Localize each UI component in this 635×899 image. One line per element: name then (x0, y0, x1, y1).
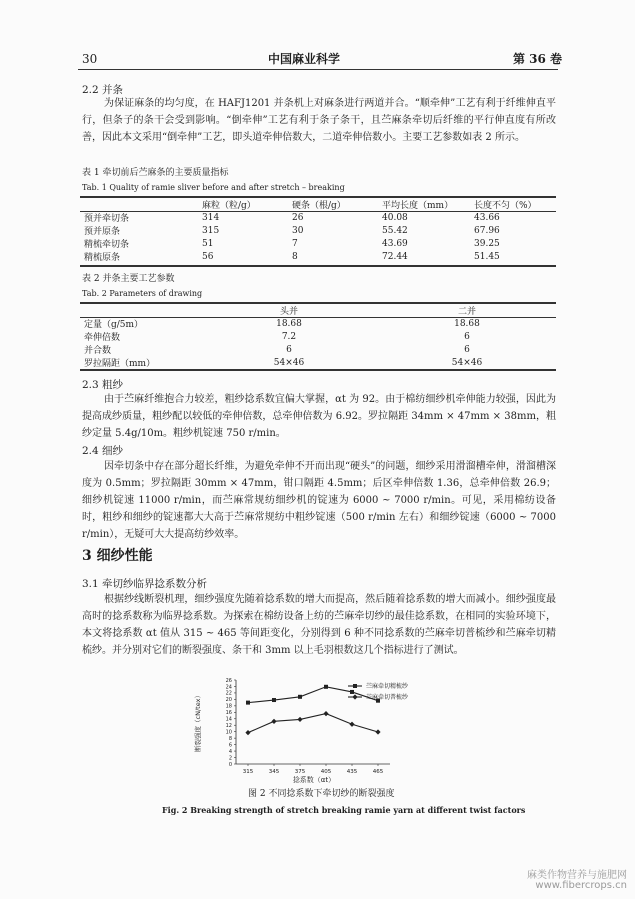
section-2-3-paragraph: 由于苎麻纤维抱合力较差，粗纱捻系数宜偏大掌握，αt 为 92。由于棉纺细纱机牵伸能力较强，因此为提高成纱质量，粗纱配以较低的牵伸倍数，总牵伸倍数为 6.92。罗拉隔距 34mm × 47mm × 38mm，粗纱定量 5.4g/10m。粗纱机锭速 750 r/min。 (82, 394, 556, 439)
table-cell: 51.45 (474, 251, 500, 262)
series-line-1 (248, 687, 378, 703)
table2-caption-en: Tab. 2 Parameters of drawing (82, 289, 203, 298)
section-2-2-heading: 2.2 并条 (82, 84, 124, 96)
table-cell: 315 (202, 225, 220, 236)
y-tick-label: 20 (225, 697, 232, 704)
section-2-4-paragraph: 因牵切条中存在部分超长纤维，为避免牵伸不开而出现“硬头”的问题，细纱采用滑溜槽牵伸，滑溜槽深度为 0.5mm；罗拉隔距 30mm × 47mm，钳口隔距 4.5mm；后区牵伸倍数 1.36，总牵伸倍数 26.9；细纱机锭速 11000 r/min，而苎麻常规纺细纱机的锭速为 6000 ~ 7000 r/min。可见，采用棉纺设备时，粗纱和细纱的锭速都大大高于苎麻常规纺中粗纱锭速（500 r/min 左右）和细纱锭速（6000 ~ 7000 r/min），无疑可大大提高纺纱效率。 (82, 461, 556, 540)
table-cell: 牵伸倍数 (84, 333, 121, 343)
x-tick-label: 465 (372, 769, 384, 775)
legend-marker (352, 694, 357, 699)
table-header-cell: 麻粒（粒/g） (202, 201, 256, 211)
table-cell: 39.25 (474, 238, 500, 249)
y-tick-label: 26 (225, 677, 232, 684)
figure2-caption-en: Fig. 2 Breaking strength of stretch breaking ramie yarn at different twist factors (162, 805, 526, 815)
table1-caption-en: Tab. 1 Quality of ramie sliver before and after stretch – breaking (82, 183, 345, 192)
legend-label: 苎麻牵切精梳纱 (366, 683, 409, 691)
table-cell: 预并原条 (84, 227, 121, 237)
y-tick-label: 12 (225, 723, 232, 730)
watermark-url: www.fibercrops.cn (535, 880, 627, 891)
table-cell: 314 (202, 212, 220, 223)
header-rule (78, 69, 558, 70)
x-tick-label: 315 (242, 769, 254, 775)
table-row (80, 211, 556, 224)
legend-marker (353, 684, 357, 688)
table1-header-row (80, 198, 556, 211)
table1 (80, 198, 556, 263)
y-tick-label: 14 (225, 716, 232, 723)
data-point (349, 722, 354, 727)
table2-caption-cn: 表 2 并条主要工艺参数 (82, 274, 175, 284)
watermark-cn: 麻类作物营养与施肥网 (527, 870, 627, 881)
table-cell: 定量（g/5m） (84, 320, 144, 330)
table-row (80, 356, 556, 369)
data-point (272, 698, 276, 702)
y-tick-label: 16 (225, 710, 232, 717)
table-cell: 8 (292, 251, 298, 262)
table-cell: 30 (292, 225, 304, 236)
section-3-heading: 3 细纱性能 (82, 548, 153, 564)
table-header-cell (80, 198, 198, 211)
table-cell: 6 (286, 344, 292, 355)
table-cell: 精梳原条 (84, 253, 121, 263)
x-tick-label: 405 (320, 769, 332, 775)
legend-label: 苎麻牵切普梳纱 (366, 694, 409, 702)
table1-bottom-rule (80, 265, 556, 267)
data-point (375, 729, 380, 734)
table2-header-row (80, 304, 556, 317)
data-point (324, 685, 328, 689)
table-cell: 54×46 (451, 357, 483, 368)
table-cell: 55.42 (382, 225, 408, 236)
table-row (80, 317, 556, 330)
table-row (80, 224, 556, 237)
section-2-3-heading: 2.3 粗纱 (82, 379, 124, 391)
y-tick-label: 8 (228, 735, 232, 742)
data-point (246, 701, 250, 705)
table-cell: 72.44 (382, 251, 408, 262)
data-point (323, 711, 328, 716)
y-tick-label: 10 (225, 729, 232, 736)
table-row (80, 343, 556, 356)
section-3-1-heading: 3.1 牵切纱临界捻系数分析 (82, 578, 208, 590)
table-cell: 43.66 (474, 212, 500, 223)
table-row (80, 237, 556, 250)
section-2-2-paragraph: 为保证麻条的均匀度，在 HAFJ1201 并条机上对麻条进行两道并合。“顺牵伸”工艺有利于纤维伸直平行，但条子的条干会受到影响。“倒牵伸”工艺有利于条子条干，且苎麻条牵切后纤维的平行伸直度有所改善，因此本文采用“倒牵伸”工艺，即头道牵伸倍数大，二道牵伸倍数小。主要工艺参数如表 2 所示。 (82, 98, 556, 143)
x-axis-label: 捻系数（αt） (292, 776, 336, 784)
table-cell: 预并牵切条 (84, 214, 130, 224)
data-point (297, 717, 302, 722)
table-cell: 并合数 (84, 346, 112, 356)
table-header-cell: 平均长度（mm） (382, 201, 454, 211)
x-tick-label: 375 (294, 769, 306, 775)
table-cell: 7 (292, 238, 298, 249)
page-number: 30 (82, 52, 98, 66)
table-cell: 67.96 (474, 225, 500, 236)
table-cell: 43.69 (382, 238, 408, 249)
volume-label: 第 36 卷 (513, 52, 563, 66)
table-header-cell: 长度不匀（%） (474, 201, 537, 211)
table-cell: 7.2 (281, 331, 297, 342)
table-header-cell: 头并 (279, 307, 298, 317)
table2-bottom-rule (80, 369, 556, 371)
table-row (80, 330, 556, 343)
table-cell: 26 (292, 212, 304, 223)
y-tick-label: 4 (228, 748, 232, 755)
y-tick-label: 18 (225, 703, 232, 710)
figure2-chart (190, 672, 470, 784)
y-tick-label: 22 (225, 690, 232, 697)
y-tick-label: 6 (228, 742, 232, 749)
table-cell: 40.08 (382, 212, 408, 223)
table1-mid-rule (80, 211, 556, 212)
series-line-2 (248, 714, 378, 733)
data-point (245, 730, 250, 735)
table-row (80, 250, 556, 263)
table-cell: 51 (202, 238, 214, 249)
data-point (271, 719, 276, 724)
journal-title: 中国麻业科学 (268, 52, 341, 66)
table2 (80, 304, 556, 369)
figure2-caption-cn: 图 2 不同捻系数下牵切纱的断裂强度 (248, 789, 395, 799)
table-cell: 6 (464, 331, 470, 342)
table-cell: 6 (464, 344, 470, 355)
table2-mid-rule (80, 317, 556, 318)
y-tick-label: 0 (228, 761, 232, 768)
table-cell: 罗拉隔距（mm） (84, 359, 156, 369)
data-point (350, 690, 354, 694)
table-header-cell: 二并 (457, 307, 476, 317)
table-cell: 18.68 (454, 318, 480, 329)
table-cell: 56 (202, 251, 214, 262)
table-header-cell: 硬条（根/g） (292, 201, 346, 211)
table1-caption-cn: 表 1 牵切前后苎麻条的主要质量指标 (82, 168, 229, 178)
y-tick-label: 24 (225, 684, 232, 691)
data-point (298, 695, 302, 699)
x-tick-label: 435 (346, 769, 358, 775)
section-3-1-paragraph: 根据纱线断裂机理，细纱强度先随着捻系数的增大而提高，然后随着捻系数的增大而减小。细纱强度最高时的捻系数称为临界捻系数。为探索在棉纺设备上纺的苎麻牵切纱的最佳捻系数，在相同的实验环境下，本文将捻系数 αt 值从 315 ~ 465 等间距变化，分别得到 6 种不同捻系数的苎麻牵切普梳纱和苎麻牵切精梳纱。并分别对它们的断裂强度、条干和 3mm 以上毛羽根数这几个指标进行了测试。 (82, 594, 556, 656)
y-axis-label: 断裂强度（cN/tex） (194, 692, 202, 752)
table-cell: 18.68 (276, 318, 302, 329)
table-cell: 精梳牵切条 (84, 240, 130, 250)
section-2-4-heading: 2.4 细纱 (82, 445, 124, 457)
table-header-cell (80, 304, 200, 317)
table-cell: 54×46 (273, 357, 305, 368)
x-tick-label: 345 (268, 769, 280, 775)
y-tick-label: 2 (228, 755, 232, 762)
